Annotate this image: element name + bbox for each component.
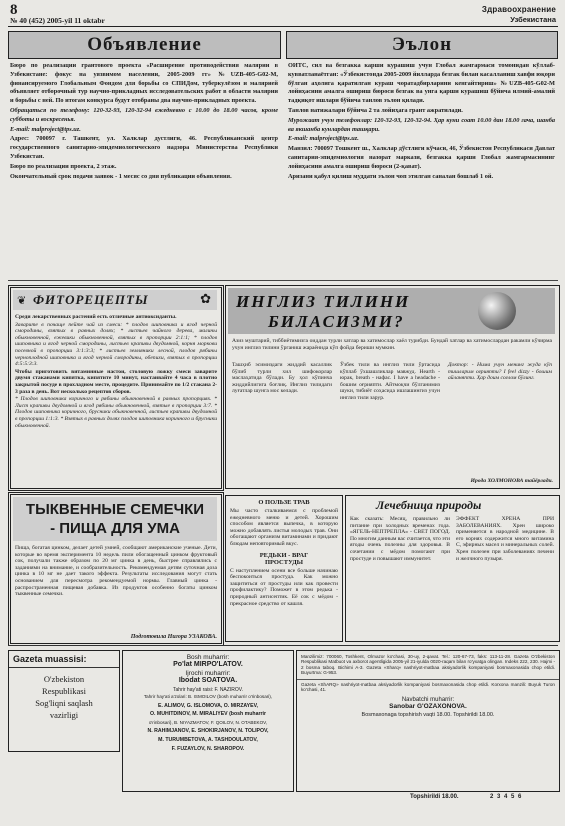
board-line: F. FUZAYLOV, N. SHAROPOV. — [171, 745, 245, 752]
muassis-line-4: vazirligi — [49, 710, 79, 720]
phyto-banner — [13, 290, 217, 310]
paper-name-line1: Здравоохранение — [481, 5, 556, 14]
ad-ru-phone: Обращаться по телефону: 120-32-93, 120-32-94 ежедневно с 10.00 до 18.00 часов, кроме субботы и воскресенья. — [10, 106, 278, 123]
chief-label: Bosh muharrir: — [186, 654, 230, 661]
board-line: N. RAHIMJANOV, E. SHOKIRJANOV, N. TOLIPOV, — [147, 728, 269, 735]
muassis-line-3: Sog'liqni saqlash — [35, 698, 93, 708]
ad-uz-email: E-mail: malproject@tps.uz. — [288, 135, 359, 143]
ad-ru-deadline: Окончательный срок подачи заявок - 1 месяс со дня публикации объявления. — [10, 172, 232, 180]
contacts-text: Manzilimiz: 700060, Toshkent, Olmazor ko'chasi, 30-uy, 2-qavat. Tel.: 120-67-73, faks: 113-11-28. Gazeta O'zbekiston Respublikasi Matbuot va axborot agentligida 2005-yil 21-iyulda 0020-raqam bilan ro'yxatga olingan. Indeks 222, 230. Hajmi - 2 bosma taboq. Bichimi A-3. Gazeta «Sharq» nashriyot-matbaa aksiyadorlik kompaniyasi bosmaxonasida chop etildi. Buyurtma: G-953. — [301, 654, 555, 676]
footer-rule — [8, 645, 558, 646]
ad-ru-bureau: Бюро по реализации проекта, 2 этаж. — [10, 162, 117, 170]
priroda-col1: Как сказать: Месяц, правильно ли питание при холодных временах года. «ЯГЕЛЬ-НЕПТРЕПЛА» - СВЕТ ПОГОД. По многим данным вас считается, что эти ягоды очень полезны для здоровья. В сочетании с мёдом помогают при простуде и повышают иммунитет. — [350, 516, 450, 562]
ad-ru-address: Адрес: 700097 г. Ташкент, ул. Халклар дустлиги, 46. Республиканский центр государственного санитарно-эпидемиологического надзора Министерства Республики Узбекистан. — [10, 135, 278, 160]
phyto-para3: * Плодов шиповника коричного и рябины обыкновенной в равных пропорциях. * Лист крапивы двудомной и ягод рябины обыкновенной, взятые в пропорции 3:7. * Плодов шиповника коричного, брусники обыкновенной, листьев крапивы двудомной в пропорции 1:1:3. * Взятых в равных долях плодов шиповника коричного и брусники обыкновенной. — [15, 396, 217, 429]
ad-uz-result: Танлов натижалари бўйича 2 та лойиҳага грант ажратилади. — [288, 106, 463, 114]
english-col3: Доктор: - Нима учун менинг жуда кўп тишларим оғрияпти? I feel dizzy - бошим айланяпти. Ҳар доим соғлом бўлинг. — [448, 362, 552, 382]
ad-uz-body: ОИТС, сил ва безгакка карши курашиш учун Глобал жамгармаси томонидан кўллаб-кувватланаётган: «Ўзбекистонда 2005-2009 йилларда безгак билан касалланиш хавфи юқори бўлган аҳолига қаратилган кураш чоратадбирларини кенгайтириш» №UZB-405-G02-M лойиҳасини амалга ошириш бюроси безгак ва унга қарши курашиш бўйича илмий-амалий тадқиқот ишлари бўйича танлов эълон қилади. — [288, 62, 555, 105]
ad-uz-title: Эълон — [286, 31, 558, 59]
english-signature: Ирода ХОЛМОНОВА тайёрлади. — [470, 478, 553, 484]
semechki-body: Пища, богатая цинком, делает детей умней, сообщают американские ученые. Дети, которые во время эксперимента 10 недель пили обогащенный цинком фруктовый сок, получали также образом по 20 мг цинка в день, быстрее справлялись с заданиями на внимание, и сообразительность. Рекомендуемая детям суточная доза цинка в 10 мг не дает такого эффекта. Результаты исследования могут стать основанием для пересмотра рекомендуемой нормы. Главный цинка - распространенная пищевая добавка. Из продуктов особенно богаты цинком тыквенные семечки. — [15, 545, 217, 598]
board-chair: Tahrir hay'ati raisi: F. NAZIROV. — [173, 687, 243, 693]
priroda-title: Лечебница природы — [376, 498, 482, 512]
trav-body: Мы часто сталкиваемся с проблемой ежедневного меню и детей. Хорошим способом является выпечка, в которую можно добавлять листья молодых трав. Они обогащают организм витаминами и придают блюдам неповторимый вкус. — [230, 508, 338, 547]
ad-uz-phone: Мурожаат учун телефонлар: 120-32-93, 120-32-94. Ҳар куни соат 10.00 дан 18.00 гача, шанба ва якшанба кунлардан ташқари. — [288, 116, 555, 133]
contacts-footer: Gazeta «ShARQ» nashriyot-matbaa aksiyadorlik kompaniyasi bosmaxonasida chop etildi. Korxona manzili: Buyuk Turon ko'chasi, 41. — [297, 679, 559, 695]
board-line: M. TURUMBETOVA, A. TASHDOULATOV, — [158, 736, 258, 743]
semechki-banner — [13, 497, 217, 541]
muassis-heading: Gazeta muassisi: — [9, 651, 119, 668]
chief-name: Po'lat MIRPO'LATOV. — [173, 661, 243, 668]
ad-uz — [286, 31, 558, 275]
ad-ru — [8, 31, 281, 275]
editorial-box — [122, 650, 294, 792]
semechki-signature: Подготовила Нигора УЗАКОВА. — [130, 634, 217, 640]
phyto-title: ФИТОРЕЦЕПТЫ — [33, 292, 149, 307]
english-title-2: БИЛАСИЗМИ? — [268, 312, 405, 331]
exec-name: Ibodat SOATOVA. — [178, 677, 238, 684]
phyto-intro: Среди лекарственных растений есть отличные антиоксиданты. — [15, 314, 177, 320]
issue-line: № 40 (452) 2005-yil 11 oktabr — [10, 16, 105, 25]
muassis-line-1: O'zbekiston — [43, 674, 85, 684]
contacts-box — [296, 650, 560, 792]
ad-uz-address: Манзил: 700097 Тошкент ш., Халклар дўстлиги кўчаси, 46, Ўзбекистон Республикаси Давлат санитария-эпидемиология назорат маркази, безгакка қарши Глобал жамгармасининг лойиҳасини амалга ошириш бюроси (2-қават). — [288, 145, 555, 170]
phyto-text — [15, 314, 217, 430]
priroda-col2: ЭФФЕКТ ХРЕНА ПРИ ЗАБОЛЕВАНИЯХ. Хрен широко применяется в народной медицине. В его корнях содержится много витамина С, эфирных масел и минеральных солей. Хрен полезен при заболеваниях печени и желчного пузыря. — [456, 516, 554, 562]
exec-label: Ijrochi muharrir: — [185, 670, 231, 677]
leaf-icon: ❦ — [17, 294, 27, 307]
masthead — [10, 4, 558, 26]
globe-image — [478, 292, 516, 330]
ad-ru-title: Объявление — [8, 31, 281, 59]
muassis-box — [8, 650, 120, 752]
trav-title: О ПОЛЬЗЕ ТРАВ — [258, 499, 310, 506]
phyto-para2: Чтобы приготовить витаминные настои, столовую ложку смеси заварите двумя стаканами кипятка, кипятите 10 минут, настаивайте 4 часа в плотно закрытой посуде в прохладном месте, процедите. Принимайте по 1/2 стакана 2-3 раза в день. Вот несколько рецептов сборов. — [15, 368, 217, 395]
page-nums: 2 3 4 5 6 — [490, 794, 523, 800]
trav-sub-body: С наступлением осени все больше начинаю беспокоиться простуда. Как можно защититься от простуды или как провести профилактику? Поможет в этом редька - природный антисептик. Её сок с мёдом - прекрасное средство от кашля. — [230, 567, 338, 607]
english-col1: Ташҳиб эсимиздаги жиддий касаллик бўлиб турли хил шифокорлар маслаҳатида бўлади. Бу ҳол кўпинча жиддийлигига боғлиқ. Инглиз тилидаги луғатлар шунга мос келади. — [232, 362, 332, 395]
page-number: 8 — [10, 2, 18, 18]
english-intro: Азиз муштарий, тиббиётимизга оиддан турли хатлар ва хатимослар хаёл турибди. Бундай хатлар ва хатимослардан ракамли кўчирма учун инглиз тилини ўрганиш жараёнида кўп фойда бериши мумкин. — [232, 338, 552, 351]
navbatchi-label: Navbatchi muharrir: — [401, 697, 455, 704]
board-line: O. MUHITDINOV, M. MIRALIYEV (bosh muharrir — [150, 711, 266, 718]
semechki-title-1: ТЫКВЕННЫЕ СЕМЕЧКИ — [25, 501, 205, 518]
trav-sub-title-1: РЕДЬКИ - ВРАГ — [259, 551, 309, 559]
navbatchi-name: Sanobar G'OZAXONOVA. — [389, 703, 467, 711]
semechki-box — [8, 492, 224, 646]
priroda-box — [345, 495, 560, 642]
time-label: Bosmaxonaga topshirish vaqti 18.00. Topshirildi 18.00. — [361, 712, 495, 719]
board-line: o'rinbosari), B. NIYAZMATOV, F. QOILOV, N. OTABEKOV, — [148, 719, 268, 725]
topshirildi: Topshirildi 18.00. — [410, 794, 459, 800]
ad-ru-body: Бюро по реализации грантового проекта «Расширение противодействия малярии в Узбекистане: фокус на уязвимом населении, 2005-2009 гг» №UZB-405-G02-M, финансируемого Глобальным Фондом для борьбы со СПИДом, туберкулёзом и малярией объявляет отборочный тур научно-прикладных исследовательских работ в области малярии и борьбы с ней. По итогам конкурса будут отобраны два научно-прикладных проекта. — [10, 62, 278, 105]
english-title-1: ИНГЛИЗ ТИЛИНИ — [236, 292, 411, 311]
english-banner — [228, 288, 555, 334]
paper-name-line2: Узбекистана — [510, 15, 556, 24]
ad-ru-text — [10, 62, 278, 182]
masthead-rule — [8, 26, 558, 27]
muassis-line-2: Respublikasi — [42, 686, 86, 696]
english-box — [225, 285, 560, 489]
english-col2: Ўзбек тили ва инглиз тили ўртасида кўплаб ўхшашликлар мавжуд. Hearth - юрак, breath - нафас. I have a headache - бошим оғрияпти. Айтмоқчи бўлганимиз шуки, тибиёт соҳасида ишлашингиз учун инглиз тили зарур. — [340, 362, 440, 401]
phyto-para1: Заварите в почаще пейте чай из смеси: * плодов шиповника и ягод черной смородины, взятых в равных долях; * листьев чайного дерева, малины обыкновенной, ежевики обыкновенной, взятых в пропорции 2:1:1; * плодов шиповника и ягод черной смородины, листьев крапивы двудомной, корня моркови посевной в пропорции 3:1:3:3; * листьев земляники лесной, плодов рябины черноплодной шиповника и ягод черной смородины, обепихи, взятых в пропорции 4:5:5:3:3. — [15, 321, 217, 368]
ad-ru-email: E-mail: malproject@tps.uz. — [10, 125, 81, 133]
board-line: Tahrir hay'ati a'zolari: B. ISMOILOV (bosh muharrir o'rinbosari), — [143, 694, 273, 699]
ad-uz-deadline: Аризани қабул қилиш муддати эълон чоп этилган саналан бошлаб 1 ой. — [288, 172, 494, 180]
trav-sub-title-2: ПРОСТУДЫ — [264, 558, 304, 566]
semechki-title-2: - ПИЩА ДЛЯ УМА — [50, 520, 180, 537]
ad-uz-text — [288, 62, 555, 182]
trav-box — [225, 495, 343, 642]
herb-icon: ✿ — [200, 292, 211, 307]
phyto-box — [8, 285, 224, 491]
section-rule — [8, 280, 558, 281]
board-line: E. ALIMOV, G. ISLOMOVA, O. MIRZAYEV, — [157, 702, 259, 709]
